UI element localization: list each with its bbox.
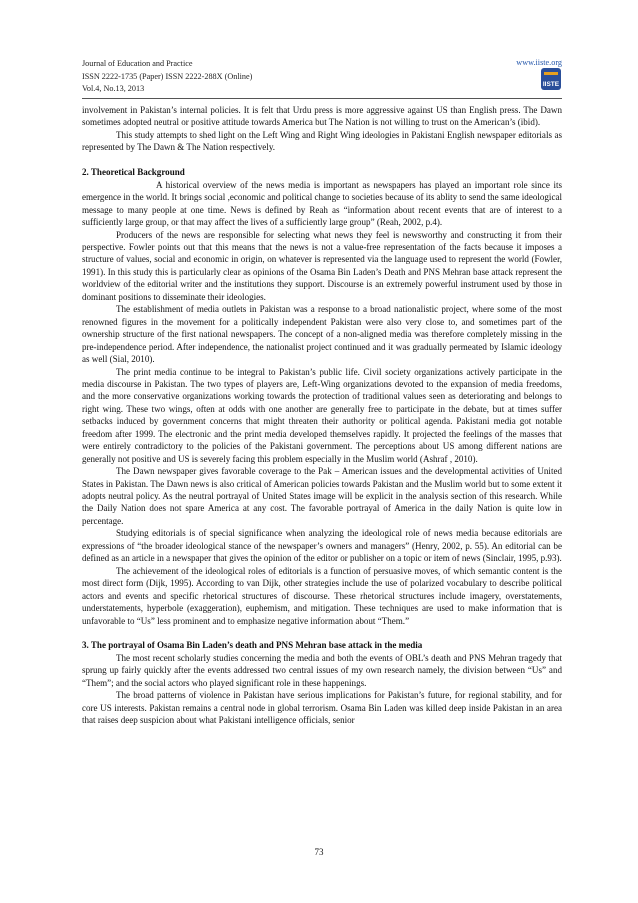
paragraph: Studying editorials is of special significance when analyzing the ideological role of news media because editorials are expressions of “the broader ideological stance of the newspaper’s owners and managers” (Henry, 2002, p. 55). An editorial can be defined as an article in a newspaper that gives the opinion of the editor or publisher on a topic or item of news (Sinclair, 1995, p.93). xyxy=(82,528,562,564)
journal-volume: Vol.4, No.13, 2013 xyxy=(82,84,145,93)
journal-url-link[interactable]: www.iiste.org xyxy=(516,58,562,67)
paragraph: The most recent scholarly studies concerning the media and both the events of OBL’s death and PNS Mehran tragedy that sprung up fairly quickly after the events addressed two central issues of my own research namely, the division between “Us” and “Them”; and the social actors who played significant role in these happenings. xyxy=(82,652,562,688)
paragraph: Producers of the news are responsible for selecting what news they feel is newsworthy and constructing it from their perspective. Fowler points out that this means that the news is not a value-free representation of the facts because it imposes a structure of values, social and economic in origin, on whatever is represented via the language used to represent the world (Fowler, 1991). In this study this is particularly clear as opinions of the Osama Bin Laden’s Death and PNS Mehran base attack represent the worldview of the editorial writer and the institutions they support. Discourse is an extremely powerful instrument used by those in dominant positions to disseminate their ideologies. xyxy=(82,229,562,302)
header-rule xyxy=(82,98,562,99)
paragraph: The print media continue to be integral to Pakistan’s public life. Civil society organizations actively participate in the media discourse in Pakistan. The two types of players are, Left-Wing organizations devoted to the expansion of media freedoms, and the more conservative organizations working towards the protection of traditional values seen as deteriorating and belongs to right wing. These two wings, often at odds with one another are generally free to participate in the debate, but at times suffer setbacks induced by government concerns that might threaten their authority or political agenda. Pakistani media got notable freedom after 1999. The electronic and the print media developed themselves rapidly. It projected the feelings of the masses that were entirely contradictory to the policies of the Pakistani government. The perceptions about US among different nations are generally not positive and US is severely facing this problem especially in the Muslim world (Ashraf , 2010). xyxy=(82,366,562,464)
paragraph: The establishment of media outlets in Pakistan was a response to a broad nationalistic project, where some of the most renowned figures in the movement for a politically independent Pakistan were also very close to, and sometimes part of the ownership structure of the first national newspapers. The concept of a non-aligned media was therefore completely missing in the pre-independence period. After independence, the nationalist project continued and it was gradually permeated by Islamic ideology as well (Sial, 2010). xyxy=(82,304,562,365)
paragraph: A historical overview of the news media is important as newspapers has played an important role since its emergence in the world. It brings social ,economic and political change to societies because of its ablity to send the same ideological message to many people at one time. News is defined by Reah as “information about recent events that are of interest to a sufficiently large group, or that may affect the lives of a sufficiently large group” (Reah, 2002, p.4). xyxy=(82,179,562,228)
paragraph: The achievement of the ideological roles of editorials is a function of persuasive moves, of which semantic content is the most direct form (Dijk, 1995). According to van Dijk, other strategies include the use of polarized vocabulary to describe political actors and events and specific rhetorical structures of discourse. These rhetorical structures include imagery, overstatements, understatements, hyperbole (exaggeration), euphemism, and mitigation. These techniques are used to make information that is unfavorable to “Us” less prominent and to emphasize negative information about “Them.” xyxy=(82,565,562,626)
section-heading: 3. The portrayal of Osama Bin Laden’s death and PNS Mehran base attack in the media xyxy=(82,640,423,651)
paragraph: The Dawn newspaper gives favorable coverage to the Pak – American issues and the developmental activities of United States in Pakistan. The Dawn news is also critical of American policies towards Pakistan and the Muslim world but to some extent it adopts neutral policy. As the neutral portrayal of United States image will be explicit in the analysis section of this research. While the Daily Nation does not spare America at any cost. The favorable portrayal of America in the daily Nation is quite low in percentage. xyxy=(82,466,562,526)
paragraph: The broad patterns of violence in Pakistan have serious implications for Pakistan’s future, for regional stability, and for core US interests. Pakistan remains a central node in global terrorism. Osama Bin Laden was killed deep inside Pakistan in an area that raises deep suspicion about what Pakistani intelligence officials, senior xyxy=(82,690,562,726)
journal-issn: ISSN 2222-1735 (Paper) ISSN 2222-288X (Online) xyxy=(82,71,253,81)
iiste-logo xyxy=(538,66,564,92)
article-body xyxy=(82,104,562,727)
section-heading: 2. Theoretical Background xyxy=(82,167,185,178)
paragraph: This study attempts to shed light on the Left Wing and Right Wing ideologies in Pakistani English newspaper editorials as represented by The Dawn & The Nation respectively. xyxy=(82,129,562,153)
journal-name: Journal of Education and Practice xyxy=(82,59,193,68)
paragraph: involvement in Pakistan’s internal policies. It is felt that Urdu press is more aggressive against US than English press. The Dawn sometimes adopted neutral or positive attitude towards America but The Nation is not willing to trust on the American’s (ibid). xyxy=(82,105,562,128)
page-number: 73 xyxy=(314,847,324,857)
logo-text: IISTE xyxy=(542,81,560,88)
